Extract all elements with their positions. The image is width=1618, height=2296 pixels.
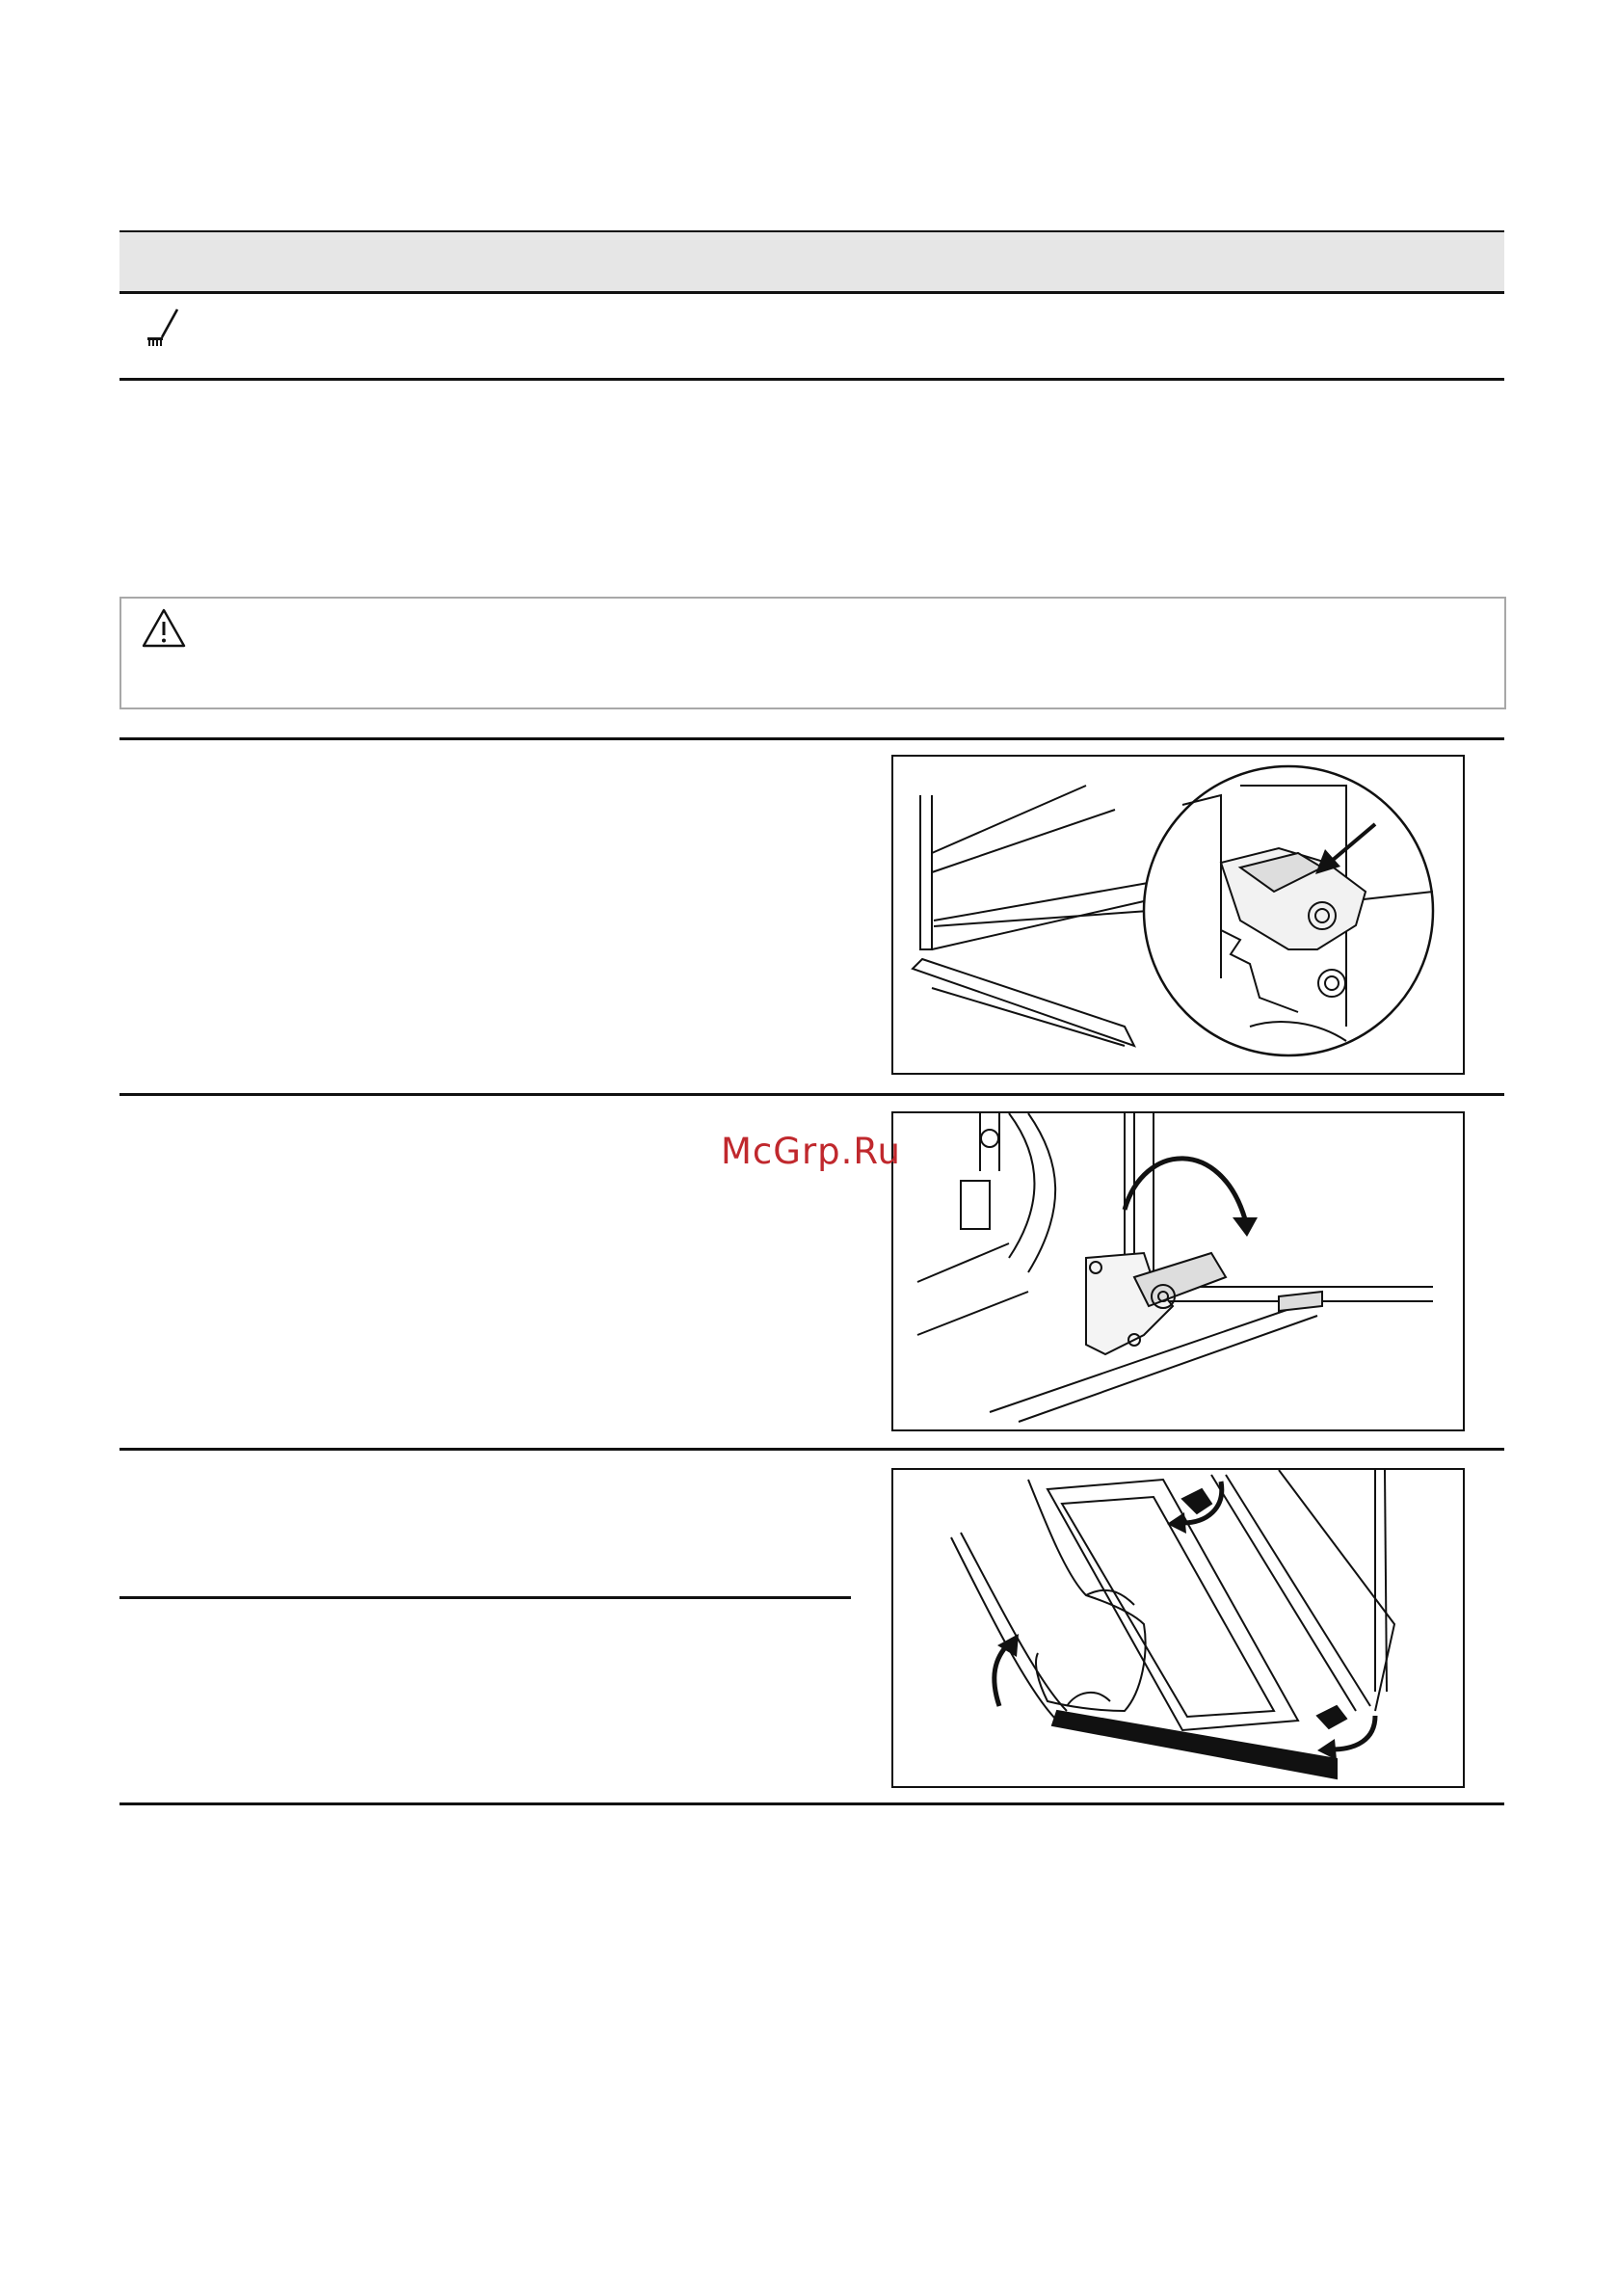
header-bottom-rule	[119, 378, 1504, 381]
header-band-rule	[119, 291, 1504, 294]
cleaning-brush-icon	[143, 307, 187, 349]
step-rule-2	[119, 1093, 1504, 1096]
watermark-text: McGrp.Ru	[721, 1131, 901, 1172]
step-rule-4	[119, 1802, 1504, 1805]
step-rule-3	[119, 1448, 1504, 1451]
figure-hinge-lever	[891, 755, 1465, 1075]
step-rule-1	[119, 737, 1504, 740]
step-substep-rule	[119, 1596, 851, 1599]
figure-lift-door	[891, 1468, 1465, 1788]
header-table-band	[119, 232, 1504, 292]
warning-box	[119, 597, 1506, 709]
warning-triangle-icon	[141, 607, 187, 650]
figure-rotate-lever	[891, 1111, 1465, 1431]
